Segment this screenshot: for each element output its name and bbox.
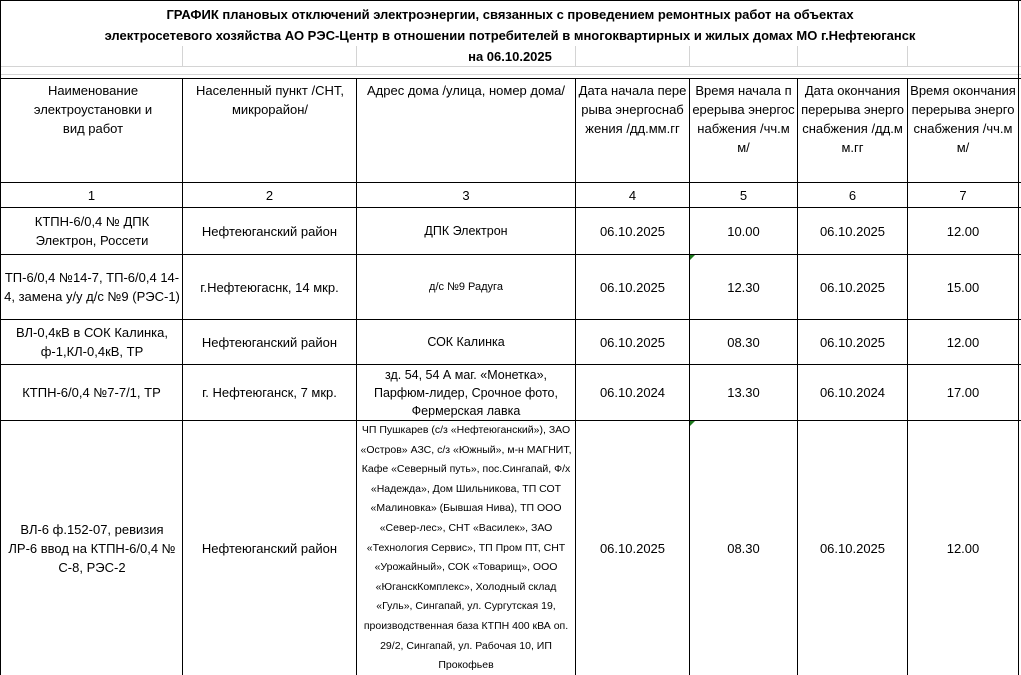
comment-indicator	[690, 421, 695, 426]
col-number-5: 5	[739, 187, 748, 203]
title-line-2: электросетевого хозяйства АО РЭС-Центр в отношении потребителей в многоквартирных и жилых домах МО г.Нефтеюганск	[104, 28, 916, 43]
header-address: Адрес дома /улица, номер дома/	[366, 83, 565, 98]
row5-end-time: 12.00	[946, 540, 980, 556]
row4-work: КТПН-6/0,4 №7-7/1, ТР	[22, 385, 161, 400]
col-number-4: 4	[628, 187, 637, 203]
header-locality: Населенный пункт /СНТ, микрорайон/	[196, 83, 344, 117]
col-number-6: 6	[848, 187, 857, 203]
row4-start-date: 06.10.2024	[599, 385, 666, 400]
title-line-3: на 06.10.2025	[468, 49, 552, 64]
row2-end-date: 06.10.2025	[819, 279, 886, 295]
col-number-1: 1	[87, 187, 96, 203]
row5-address: ЧП Пушкарев (с/з «Нефтеюганский»), ЗАО «Остров» АЗС, с/з «Южный», м-н МАГНИТ, Кафе «Северный путь», пос.Сингапай, Ф/х «Надежда», Дом Шильникова, ТП СОТ «Малиновка» (Бывшая Нива), ТП ООО «Север-лес», СНТ «Василек», ЗАО «Технология Сервис», ТП Пром ПТ, СНТ «Урожайный», СОК «Товарищ», ООО «ЮганскКомплекс», Холодный склад «Гуль», Сингапай, ул. Сургутская 19, производственная база КТПН 400 кВА оп. 29/2, Сингапай, ул. Рабочая 10, ИП Прокофьев	[360, 424, 572, 672]
row4-end-date: 06.10.2024	[819, 385, 886, 400]
row2-locality: г.Нефтеюгаснк, 14 мкр.	[200, 279, 339, 295]
row3-end-date: 06.10.2025	[819, 334, 886, 350]
row4-end-time: 17.00	[946, 385, 980, 400]
row1-start-time: 10.00	[727, 223, 760, 239]
row3-address: СОК Калинка	[427, 334, 505, 349]
row5-start-date: 06.10.2025	[599, 540, 666, 556]
row2-end-time: 15.00	[946, 279, 980, 295]
col-number-3: 3	[462, 187, 470, 203]
row2-start-date: 06.10.2025	[599, 279, 666, 295]
row3-start-time: 08.30	[727, 334, 760, 350]
row3-end-time: 12.00	[946, 334, 980, 350]
col-number-2: 2	[265, 187, 274, 203]
table-border	[1018, 0, 1019, 675]
row4-address: зд. 54, 54 А маг. «Монетка», Парфюм-лидер, Срочное фото, Фермерская лавка	[373, 367, 558, 418]
row5-start-time: 08.30	[727, 540, 760, 556]
row3-locality: Нефтеюганский район	[201, 334, 338, 350]
table-border	[0, 0, 1021, 1]
col-number-7: 7	[959, 187, 967, 203]
row3-start-date: 06.10.2025	[599, 334, 666, 350]
title-line-1: ГРАФИК плановых отключений электроэнергии, связанных с проведением ремонтных работ на объектах	[166, 7, 854, 22]
row1-locality: Нефтеюганский район	[201, 223, 338, 239]
header-start-time: Время начала перерыва энергоснабжения /чч.мм/	[692, 83, 795, 155]
row5-end-date: 06.10.2025	[819, 540, 886, 556]
row5-locality: Нефтеюганский район	[201, 540, 338, 556]
table-border	[0, 0, 1, 675]
row2-start-time: 12.30	[727, 279, 760, 295]
row1-start-date: 06.10.2025	[599, 223, 666, 239]
row3-work: ВЛ-0,4кВ в СОК Калинка, ф-1,КЛ-0,4кВ, ТР	[16, 325, 168, 359]
row1-end-time: 12.00	[946, 223, 980, 239]
row4-locality: г. Нефтеюганск, 7 мкр.	[202, 385, 337, 400]
row1-end-date: 06.10.2025	[819, 223, 886, 239]
row2-work: ТП-6/0,4 №14-7, ТП-6/0,4 14-4, замена у/у д/с №9 (РЭС-1)	[4, 270, 180, 304]
header-end-date: Дата окончания перерыва энергоснабжения /дд.мм.гг	[801, 83, 904, 155]
row5-work: ВЛ-6 ф.152-07, ревизия ЛР-6 ввод на КТПН-6/0,4 № С-8, РЭС-2	[8, 521, 176, 575]
row2-address: д/с №9 Радуга	[429, 280, 503, 293]
header-start-date: Дата начала перерыва энергоснабжения /дд.мм.гг	[578, 83, 687, 136]
row4-start-time: 13.30	[727, 385, 760, 400]
header-work: Наименование электроустановки и вид работ	[33, 83, 153, 136]
comment-indicator	[690, 255, 695, 260]
row1-work: КТПН-6/0,4 № ДПК Электрон, Россети	[34, 214, 150, 248]
header-end-time: Время окончания перерыва энергоснабжения /чч.мм/	[910, 83, 1016, 155]
row1-address: ДПК Электрон	[424, 223, 508, 238]
gridline	[0, 74, 1021, 75]
